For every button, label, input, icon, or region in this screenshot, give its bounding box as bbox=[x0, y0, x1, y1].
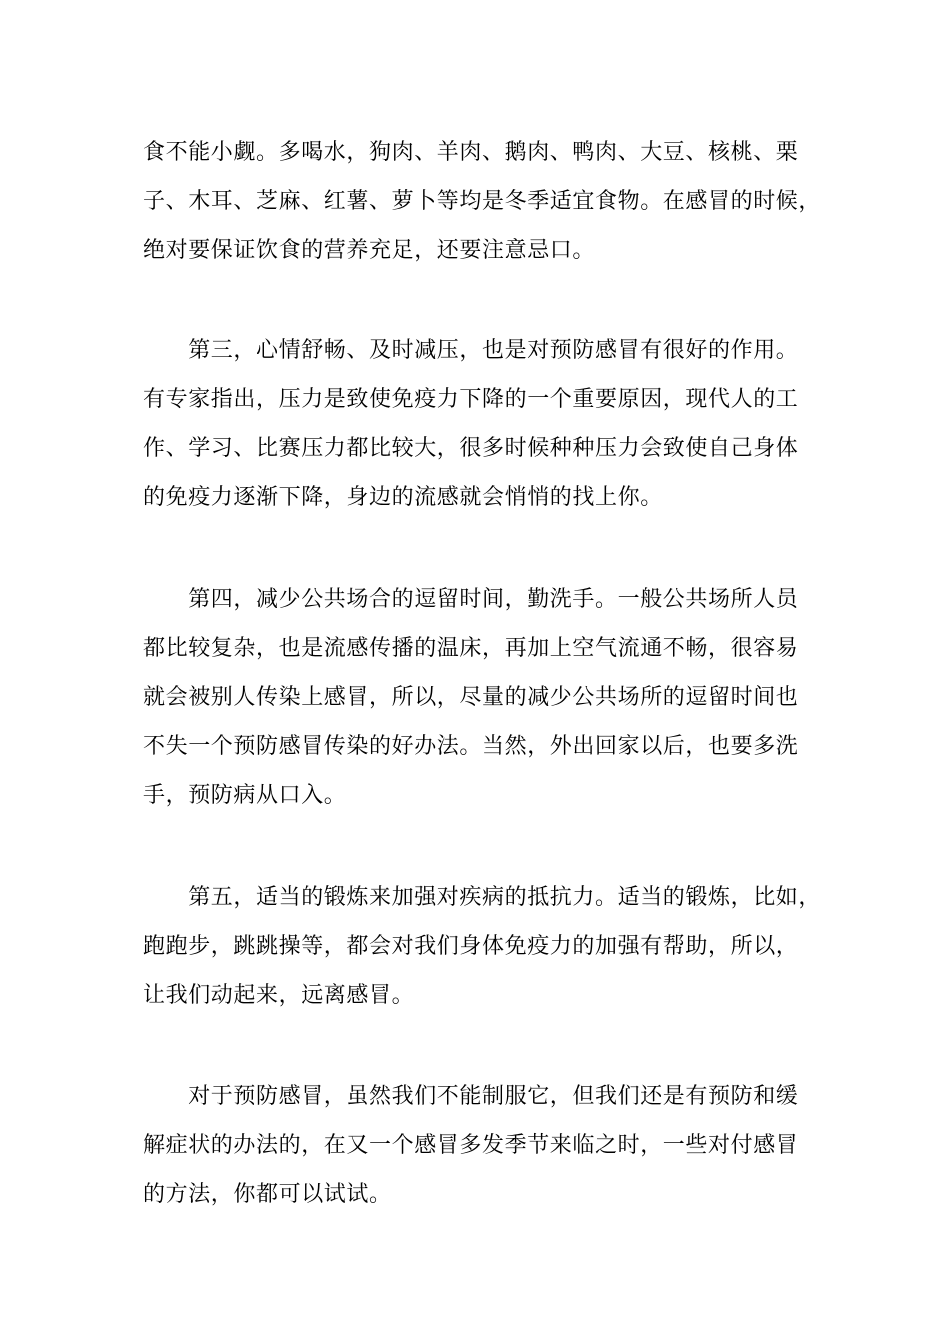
paragraph-fifth-exercise bbox=[143, 873, 822, 1020]
paragraph-conclusion bbox=[143, 1072, 813, 1219]
text-line: 有专家指出，压力是致使免疫力下降的一个重要原因，现代人的工 bbox=[143, 387, 799, 412]
text-line: 让我们动起来，远离感冒。 bbox=[143, 983, 415, 1008]
text-line: 不失一个预防感冒传染的好办法。当然，外出回家以后，也要多洗 bbox=[143, 734, 799, 759]
text-line: 手，预防病从口入。 bbox=[143, 783, 347, 808]
text-line: 食不能小觑。多喝水，狗肉、羊肉、鹅肉、鸭肉、大豆、核桃、栗 bbox=[143, 140, 799, 165]
text-line: 的免疫力逐渐下降，身边的流感就会悄悄的找上你。 bbox=[143, 485, 663, 510]
paragraph-diet bbox=[143, 128, 822, 275]
text-line: 子、木耳、芝麻、红薯、萝卜等均是冬季适宜食物。在感冒的时候， bbox=[143, 189, 822, 214]
text-line: 第三，心情舒畅、及时减压，也是对预防感冒有很好的作用。 bbox=[143, 338, 799, 363]
paragraph-third-stress bbox=[143, 326, 813, 522]
text-line: 第五，适当的锻炼来加强对疾病的抵抗力。适当的锻炼，比如， bbox=[143, 885, 822, 910]
text-line: 绝对要保证饮食的营养充足，还要注意忌口。 bbox=[143, 238, 596, 263]
text-line: 的方法，你都可以试试。 bbox=[143, 1182, 392, 1207]
text-line: 都比较复杂，也是流感传播的温床，再加上空气流通不畅，很容易 bbox=[143, 636, 799, 661]
paragraph-fourth-public-places bbox=[143, 575, 813, 820]
text-line: 第四，减少公共场合的逗留时间，勤洗手。一般公共场所人员 bbox=[143, 587, 799, 612]
text-line: 解症状的办法的，在又一个感冒多发季节来临之时，一些对付感冒 bbox=[143, 1133, 799, 1158]
text-line: 作、学习、比赛压力都比较大，很多时候种种压力会致使自己身体 bbox=[143, 436, 799, 461]
text-line: 对于预防感冒，虽然我们不能制服它，但我们还是有预防和缓 bbox=[143, 1084, 799, 1109]
text-line: 就会被别人传染上感冒，所以，尽量的减少公共场所的逗留时间也 bbox=[143, 685, 799, 710]
text-line: 跑跑步，跳跳操等，都会对我们身体免疫力的加强有帮助，所以， bbox=[143, 934, 799, 959]
